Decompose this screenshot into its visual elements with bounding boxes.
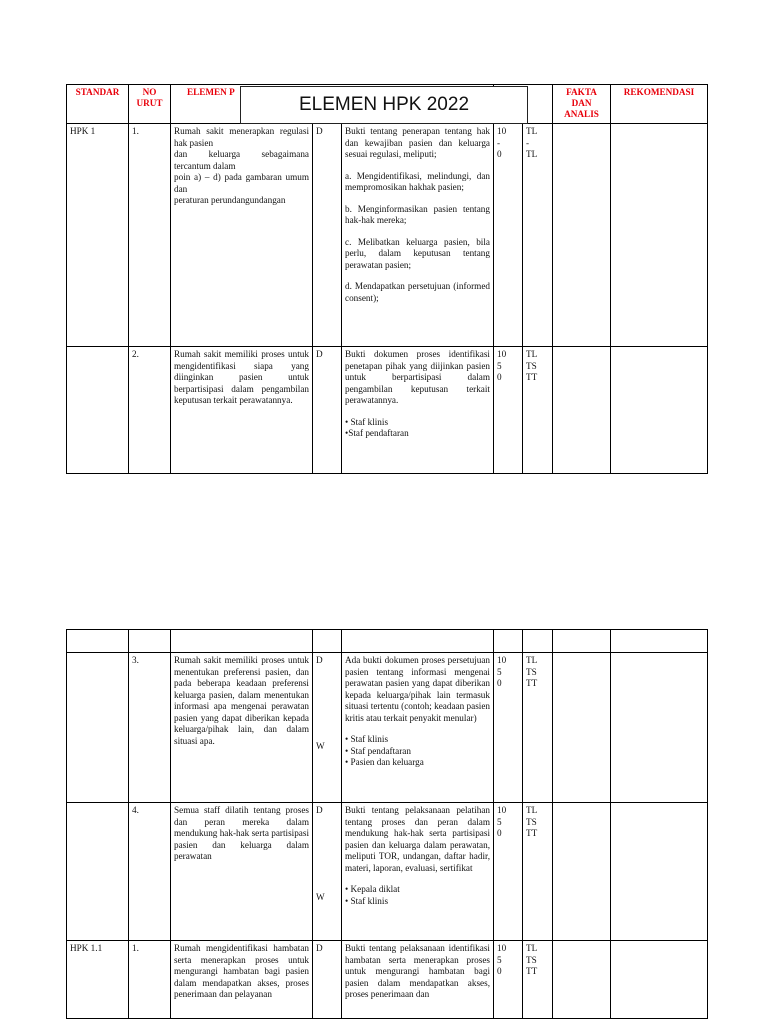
cell-bukti — [342, 941, 494, 1019]
cell-fakta — [553, 124, 611, 347]
cell-skor: 10 5 0 — [494, 803, 523, 941]
bukti-item: b. Menginformasikan pasien tentang hak-hak mereka; — [345, 203, 490, 225]
bukti-item: • Staf klinis • Staf pendaftaran • Pasien dan keluarga — [345, 734, 424, 767]
standards-table-page-2 — [66, 629, 708, 1019]
table-row — [67, 653, 708, 803]
bukti-item: a. Mengidentifikasi, melindungi, dan mempromosikan hakhak pasien; — [345, 170, 490, 192]
cell-standar: HPK 1.1 — [67, 941, 129, 1019]
header-elemen: ELEMEN P — [171, 85, 494, 124]
cell-bukti — [342, 803, 494, 941]
cell-ket: TL TS TT — [523, 941, 553, 1019]
cell-fakta — [553, 347, 611, 474]
cell-skor: 10 - 0 — [494, 124, 523, 347]
cell-dw: D — [313, 124, 342, 347]
bukti-text: Ada bukti dokumen proses persetujuan pasien tentang informasi mengenai perawatan pasien yang dapat diberikan kepada keluarga/pihak lain termasuk situasi tertentu (contoh; keadaan pasien kritis atau terkait penyakit menular) — [345, 655, 490, 723]
cell-skor: 10 5 0 — [494, 941, 523, 1019]
dw-d: D — [316, 655, 323, 665]
cell-standar: HPK 1 — [67, 124, 129, 347]
cell-elemen: Semua staff dilatih tentang proses dan peran mereka dalam mendukung hak-hak serta partisipasi pasien dan keluarga dalam perawatan — [171, 803, 313, 941]
bukti-text: Bukti dokumen proses identifikasi penetapan pihak yang diijinkan pasien untuk berpartisipasi dalam pengambilan keputusan terkait perawatannya. — [345, 349, 490, 405]
cell-bukti — [342, 347, 494, 474]
cell-fakta — [553, 653, 611, 803]
cell-rekomendasi — [611, 347, 708, 474]
cell-ket: TL TS TT — [523, 653, 553, 803]
cell-skor: 10 5 0 — [494, 347, 523, 474]
cell-bukti — [342, 124, 494, 347]
cell-elemen: Rumah sakit menerapkan regulasi hak pasien dan keluarga sebagaimana tercantum dalam poin a) – d) pada gambaran umum dan peraturan perundangundangan — [171, 124, 313, 347]
bukti-item: • Staf klinis •Staf pendaftaran — [345, 416, 409, 438]
cell-ket: TL - TL — [523, 124, 553, 347]
table-row — [67, 124, 708, 347]
cell-no: 1. — [129, 941, 171, 1019]
cell-standar — [67, 347, 129, 474]
table-header-row-empty — [67, 630, 708, 653]
standards-table-page-1 — [66, 84, 708, 474]
cell-rekomendasi — [611, 803, 708, 941]
cell-skor: 10 5 0 — [494, 653, 523, 803]
bukti-text: Bukti tentang pelaksanaan identifikasi hambatan serta menerapkan proses untuk mengurangi hambatan bagi pasien dalam mendapatkan akses, proses penerimaan dan — [345, 943, 490, 999]
cell-no: 1. — [129, 124, 171, 347]
cell-dw: D — [313, 347, 342, 474]
document-title: ELEMEN HPK 2022 — [240, 86, 528, 124]
cell-elemen: Rumah mengidentifikasi hambatan serta menerapkan proses untuk mengurangi hambatan bagi pasien dalam mendapatkan akses, proses penerimaan dan pelayanan — [171, 941, 313, 1019]
header-no-urut: NO URUT — [129, 85, 171, 124]
cell-fakta — [553, 941, 611, 1019]
cell-standar — [67, 803, 129, 941]
header-fakta: FAKTA DAN ANALIS — [553, 85, 611, 124]
cell-no: 4. — [129, 803, 171, 941]
cell-dw — [313, 653, 342, 803]
cell-rekomendasi — [611, 124, 708, 347]
cell-standar — [67, 653, 129, 803]
table-row — [67, 941, 708, 1019]
cell-dw — [313, 803, 342, 941]
cell-ket: TL TS TT — [523, 803, 553, 941]
bukti-text: Bukti tentang pelaksanaan pelatihan tentang proses dan peran dalam mendukung hak-hak serta partisipasi pasien dan keluarga dalam perawatan, meliputi TOR, undangan, daftar hadir, materi, laporan, evaluasi, sertifikat — [345, 805, 490, 873]
bukti-item: • Kepala diklat • Staf klinis — [345, 884, 400, 906]
bukti-text: Bukti tentang penerapan tentang hak dan kewajiban pasien dan keluarga sesuai regulasi, meliputi; — [345, 126, 490, 159]
table-row — [67, 347, 708, 474]
cell-no: 3. — [129, 653, 171, 803]
header-standar: STANDAR — [67, 85, 129, 124]
bukti-item: c. Melibatkan keluarga pasien, bila perlu, dalam keputusan tentang perawatan pasien; — [345, 236, 490, 270]
cell-rekomendasi — [611, 653, 708, 803]
cell-rekomendasi — [611, 941, 708, 1019]
table-row — [67, 803, 708, 941]
cell-ket: TL TS TT — [523, 347, 553, 474]
cell-bukti — [342, 653, 494, 803]
cell-dw: D — [313, 941, 342, 1019]
cell-no: 2. — [129, 347, 171, 474]
dw-d: D — [316, 805, 323, 815]
dw-w: W — [316, 740, 325, 751]
cell-fakta — [553, 803, 611, 941]
dw-w: W — [316, 891, 325, 902]
header-rekomendasi: REKOMENDASI — [611, 85, 708, 124]
cell-elemen: Rumah sakit memiliki proses untuk menentukan preferensi pasien, dan pada beberapa keadaan preferensi keluarga pasien, dalam menentukan informasi apa mengenai perawatan pasien yang dapat diberikan kepada keluarga/pihak lain, dan dalam situasi apa. — [171, 653, 313, 803]
cell-elemen: Rumah sakit memiliki proses untuk mengidentifikasi siapa yang diinginkan pasien untuk berpartisipasi dalam pengambilan keputusan terkait perawatannya. — [171, 347, 313, 474]
bukti-item: d. Mendapatkan persetujuan (informed consent); — [345, 281, 490, 303]
